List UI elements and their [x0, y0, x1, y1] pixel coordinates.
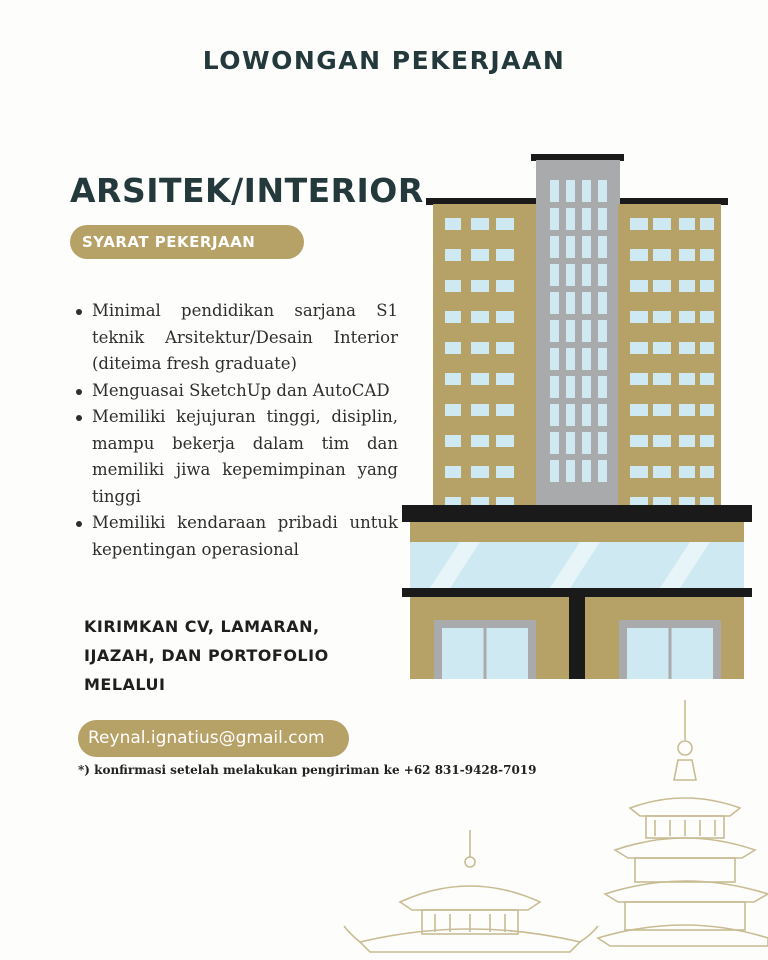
pagoda-line-art: [330, 690, 768, 960]
send-line: MELALUI: [84, 675, 166, 694]
confirmation-note: *) konfirmasi setelah melakukan pengiriman ke +62 831-9428-7019: [78, 763, 537, 777]
requirement-item: Memiliki kejujuran tinggi, disiplin, mampu bekerja dalam tim dan memiliki jiwa kepemimpinan yang tinggi: [92, 404, 398, 510]
email-link[interactable]: Reynal.ignatius@gmail.com: [78, 720, 349, 757]
page-heading: LOWONGAN PEKERJAAN: [202, 46, 566, 75]
send-line: KIRIMKAN CV, LAMARAN,: [84, 617, 320, 636]
send-instructions: [84, 612, 384, 699]
requirements-label: SYARAT PEKERJAAN: [70, 225, 304, 259]
requirements-list: [70, 298, 398, 563]
building-illustration: [400, 150, 756, 682]
requirement-item: Menguasai SketchUp dan AutoCAD: [92, 378, 398, 405]
job-title: ARSITEK/INTERIOR: [70, 171, 424, 210]
send-line: IJAZAH, DAN PORTOFOLIO: [84, 646, 329, 665]
requirement-item: Memiliki kendaraan pribadi untuk kepentingan operasional: [92, 510, 398, 563]
requirement-item: Minimal pendidikan sarjana S1 teknik Arsitektur/Desain Interior (diteima fresh graduate): [92, 298, 398, 378]
